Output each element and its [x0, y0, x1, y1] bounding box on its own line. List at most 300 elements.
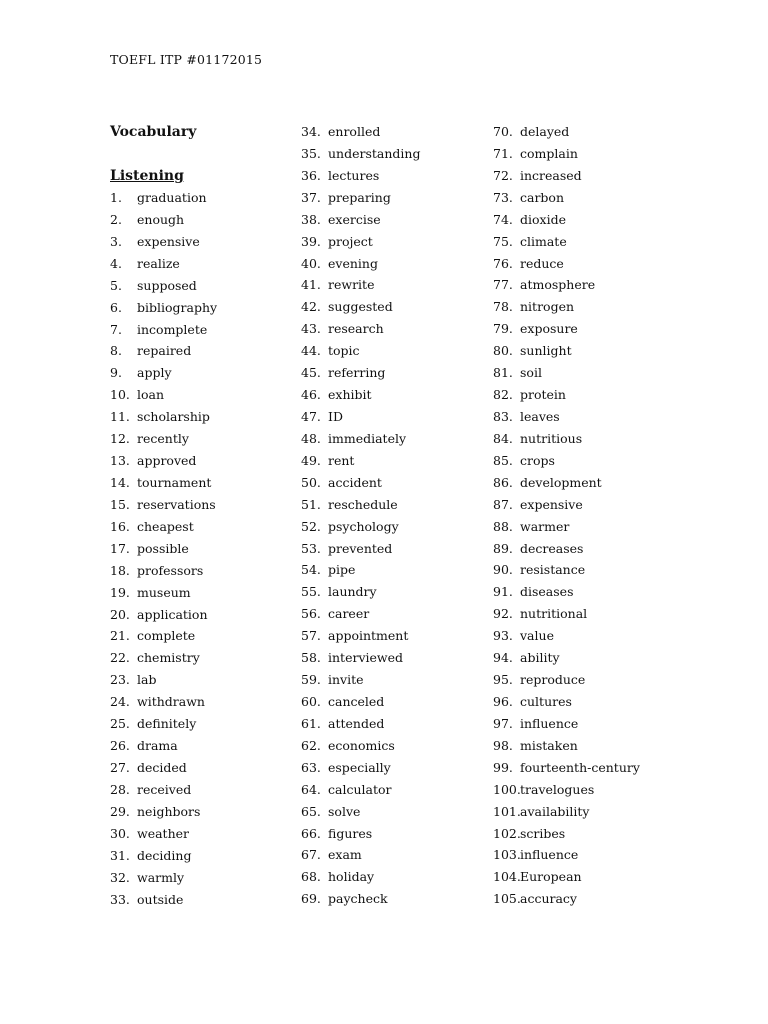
vocab-item-number: 37. [301, 189, 321, 205]
vocab-item-number: 78. [493, 299, 513, 315]
vocab-item [301, 823, 486, 845]
vocab-item-number: 89. [493, 540, 513, 556]
vocab-item [493, 757, 693, 779]
vocab-item-word: warmly [137, 869, 185, 885]
vocab-list-2 [301, 121, 486, 910]
vocab-item [110, 735, 290, 757]
vocab-item-word: immediately [328, 430, 407, 446]
vocab-item-number: 75. [493, 233, 513, 249]
vocab-item-number: 43. [301, 321, 321, 337]
vocab-item-word: invite [328, 672, 364, 688]
vocab-item-number: 23. [110, 672, 130, 688]
vocab-item-word: complete [137, 628, 196, 644]
vocab-item-word: climate [520, 233, 567, 249]
vocab-item-number: 66. [301, 825, 321, 841]
vocab-item-word: received [137, 781, 192, 797]
vocab-item-word: dioxide [520, 211, 566, 227]
vocab-item-word: influence [520, 847, 579, 863]
vocab-item-number: 99. [493, 759, 513, 775]
vocab-item-word: availability [520, 803, 590, 819]
vocab-list-3 [493, 121, 693, 910]
vocab-item [301, 516, 486, 538]
vocab-item-word: development [520, 474, 602, 490]
vocab-item-word: outside [137, 891, 184, 907]
vocab-item-number: 77. [493, 277, 513, 293]
vocab-item [110, 406, 290, 428]
vocab-item [110, 538, 290, 560]
vocab-item-number: 48. [301, 430, 321, 446]
vocab-item-number: 63. [301, 759, 321, 775]
vocab-item [301, 296, 486, 318]
vocab-item-word: carbon [520, 189, 565, 205]
vocab-item-number: 3. [110, 233, 122, 249]
vocab-item [493, 406, 693, 428]
vocab-item-word: cultures [520, 693, 572, 709]
vocab-item-number: 69. [301, 891, 321, 907]
vocab-item [301, 888, 486, 910]
vocab-item-word: psychology [328, 518, 399, 534]
vocab-item-word: leaves [520, 408, 560, 424]
vocab-item-word: expensive [137, 233, 200, 249]
vocab-item-word: evening [328, 255, 378, 271]
vocab-item-number: 59. [301, 672, 321, 688]
vocab-item-word: career [328, 606, 370, 622]
vocab-item [301, 362, 486, 384]
vocab-item-word: holiday [328, 869, 375, 885]
vocab-item-number: 53. [301, 540, 321, 556]
vocab-item [493, 538, 693, 560]
vocab-item-word: weather [137, 825, 189, 841]
vocab-item-word: drama [137, 738, 178, 754]
vocab-item-number: 41. [301, 277, 321, 293]
vocab-item [110, 625, 290, 647]
vocab-item-number: 90. [493, 562, 513, 578]
vocab-item-number: 44. [301, 343, 321, 359]
vocab-item [301, 559, 486, 581]
vocab-item [110, 867, 290, 889]
vocab-item-number: 45. [301, 365, 321, 381]
vocab-item-number: 60. [301, 693, 321, 709]
vocab-item [301, 603, 486, 625]
vocab-item [493, 844, 693, 866]
vocab-item [110, 362, 290, 384]
vocab-item-number: 9. [110, 365, 122, 381]
vocab-item [493, 735, 693, 757]
vocab-item [110, 691, 290, 713]
vocab-item-number: 21. [110, 628, 130, 644]
vocab-item-word: expensive [520, 496, 583, 512]
vocab-item [493, 274, 693, 296]
vocab-item-word: topic [328, 343, 360, 359]
vocab-item [493, 581, 693, 603]
vocab-item-number: 98. [493, 737, 513, 753]
vocab-item [301, 581, 486, 603]
vocab-item [301, 143, 486, 165]
vocab-item [301, 274, 486, 296]
vocab-item-word: increased [520, 167, 582, 183]
vocab-item [493, 669, 693, 691]
vocab-item-word: definitely [137, 716, 197, 732]
vocab-item-number: 102. [493, 825, 521, 841]
vocab-item-number: 5. [110, 277, 122, 293]
vocab-item-number: 100. [493, 781, 521, 797]
vocab-item [493, 209, 693, 231]
vocab-item [493, 888, 693, 910]
document-id: TOEFL ITP #01172015 [110, 52, 263, 67]
spacer [110, 143, 290, 165]
vocab-column-2 [301, 121, 486, 910]
vocab-item-word: possible [137, 540, 189, 556]
vocab-item [301, 384, 486, 406]
vocab-item-word: nitrogen [520, 299, 575, 315]
vocab-item-word: bibliography [137, 299, 218, 315]
vocab-item-number: 55. [301, 584, 321, 600]
vocab-item-number: 46. [301, 387, 321, 403]
vocab-item-word: complain [520, 145, 578, 161]
vocab-item-number: 82. [493, 387, 513, 403]
vocab-item [110, 845, 290, 867]
vocab-item [110, 319, 290, 341]
vocab-item-word: soil [520, 365, 542, 381]
vocab-item [110, 669, 290, 691]
vocab-item [301, 406, 486, 428]
vocab-item-word: atmosphere [520, 277, 596, 293]
vocab-item-word: especially [328, 759, 391, 775]
vocab-item-number: 38. [301, 211, 321, 227]
vocab-item-word: research [328, 321, 384, 337]
vocab-item-number: 105. [493, 891, 521, 907]
vocab-item-word: warmer [520, 518, 570, 534]
vocab-item [493, 866, 693, 888]
vocab-item-number: 30. [110, 825, 130, 841]
vocab-item [110, 779, 290, 801]
vocab-item-number: 94. [493, 650, 513, 666]
vocab-item-number: 84. [493, 430, 513, 446]
vocab-item [301, 538, 486, 560]
vocab-item-number: 85. [493, 452, 513, 468]
vocab-item-word: reproduce [520, 672, 586, 688]
vocab-item [110, 340, 290, 362]
vocab-item-number: 67. [301, 847, 321, 863]
vocab-item-number: 57. [301, 628, 321, 644]
vocab-item-number: 76. [493, 255, 513, 271]
vocab-item [110, 889, 290, 911]
vocab-item-word: crops [520, 452, 555, 468]
vocab-item [110, 209, 290, 231]
vocab-item-word: scribes [520, 825, 566, 841]
vocab-item [110, 713, 290, 735]
vocab-item-word: prevented [328, 540, 393, 556]
vocab-item-word: scholarship [137, 409, 210, 425]
vocab-item [493, 516, 693, 538]
vocab-item [493, 143, 693, 165]
vocab-item-word: pipe [328, 562, 356, 578]
vocab-item-word: chemistry [137, 650, 200, 666]
vocab-item-number: 39. [301, 233, 321, 249]
vocab-item [493, 318, 693, 340]
vocab-item-number: 54. [301, 562, 321, 578]
vocab-item-word: enough [137, 211, 185, 227]
vocab-item-word: reservations [137, 496, 216, 512]
vocab-item [301, 647, 486, 669]
vocab-item-number: 103. [493, 847, 521, 863]
vocab-item-word: resistance [520, 562, 586, 578]
vocab-item [110, 582, 290, 604]
vocab-item-number: 56. [301, 606, 321, 622]
vocab-item [110, 801, 290, 823]
vocab-item-number: 58. [301, 650, 321, 666]
vocab-item [301, 340, 486, 362]
vocab-item-number: 81. [493, 365, 513, 381]
vocab-item-number: 42. [301, 299, 321, 315]
vocab-item [493, 472, 693, 494]
vocab-item [493, 713, 693, 735]
vocab-item-word: value [520, 628, 554, 644]
vocab-item-number: 97. [493, 715, 513, 731]
vocab-item-word: protein [520, 387, 566, 403]
vocab-item-number: 36. [301, 167, 321, 183]
vocab-item-number: 4. [110, 255, 122, 271]
vocab-item-number: 73. [493, 189, 513, 205]
vocab-item-number: 29. [110, 803, 130, 819]
vocab-item-number: 31. [110, 847, 130, 863]
vocab-item [493, 231, 693, 253]
vocab-item [301, 472, 486, 494]
vocab-item-word: reschedule [328, 496, 398, 512]
vocab-item-number: 47. [301, 408, 321, 424]
vocab-item-number: 92. [493, 606, 513, 622]
vocab-item-word: European [520, 869, 582, 885]
vocab-item [493, 603, 693, 625]
vocab-item [301, 253, 486, 275]
vocab-item-word: accident [328, 474, 382, 490]
vocab-item [110, 472, 290, 494]
vocab-item-word: exercise [328, 211, 381, 227]
vocab-item [493, 121, 693, 143]
vocab-item-number: 27. [110, 759, 130, 775]
vocab-item-number: 64. [301, 781, 321, 797]
vocab-item-number: 70. [493, 124, 513, 139]
vocab-item-number: 101. [493, 803, 521, 819]
vocab-item [110, 253, 290, 275]
vocab-item-number: 18. [110, 562, 130, 578]
vocab-item-number: 17. [110, 540, 130, 556]
vocab-item-word: diseases [520, 584, 574, 600]
vocab-item-word: sunlight [520, 343, 572, 359]
vocab-item-word: apply [137, 365, 172, 381]
vocab-item-word: travelogues [520, 781, 595, 797]
vocab-item-word: neighbors [137, 803, 201, 819]
vocab-item-number: 50. [301, 474, 321, 490]
vocab-item [110, 604, 290, 626]
vocab-item-number: 22. [110, 650, 130, 666]
vocab-item-word: loan [137, 387, 165, 403]
vocab-item-number: 52. [301, 518, 321, 534]
vocab-item [301, 187, 486, 209]
vocab-item-word: paycheck [328, 891, 388, 907]
vocab-item-word: nutritional [520, 606, 588, 622]
vocab-item-word: ID [328, 408, 343, 424]
vocab-item-number: 88. [493, 518, 513, 534]
vocab-item-number: 95. [493, 672, 513, 688]
vocab-item-number: 86. [493, 474, 513, 490]
vocab-item [301, 801, 486, 823]
vocab-column-1 [110, 121, 290, 910]
vocab-item-word: solve [328, 803, 361, 819]
vocab-item-number: 93. [493, 628, 513, 644]
vocab-item [301, 428, 486, 450]
vocab-item-word: incomplete [137, 321, 208, 337]
vocab-item-number: 16. [110, 518, 130, 534]
vocab-item-number: 24. [110, 694, 130, 710]
vocab-item [301, 494, 486, 516]
vocab-item-number: 13. [110, 453, 130, 469]
vocab-item-word: preparing [328, 189, 391, 205]
vocab-item [110, 494, 290, 516]
vocab-item-word: accuracy [520, 891, 577, 907]
vocab-item-number: 72. [493, 167, 513, 183]
vocab-item-number: 28. [110, 781, 130, 797]
vocab-item [301, 625, 486, 647]
vocab-item [301, 757, 486, 779]
vocab-item [493, 187, 693, 209]
vocab-item-word: repaired [137, 343, 192, 359]
vocab-item-word: withdrawn [137, 694, 205, 710]
vocab-item-number: 83. [493, 408, 513, 424]
vocab-item-word: referring [328, 365, 386, 381]
section-title: Vocabulary [110, 124, 197, 140]
vocab-item-word: delayed [520, 124, 570, 139]
vocab-item-number: 25. [110, 716, 130, 732]
vocab-item-number: 40. [301, 255, 321, 271]
vocab-item-word: suggested [328, 299, 393, 315]
vocab-item-word: canceled [328, 693, 385, 709]
vocab-item [110, 231, 290, 253]
vocab-item [110, 647, 290, 669]
vocab-item [301, 779, 486, 801]
vocab-item-number: 33. [110, 891, 130, 907]
vocab-item-word: museum [137, 584, 191, 600]
vocab-item-word: exam [328, 847, 362, 863]
vocab-item-number: 74. [493, 211, 513, 227]
vocab-item-number: 10. [110, 387, 130, 403]
vocab-item-word: economics [328, 737, 395, 753]
vocab-item-word: fourteenth-century [520, 759, 640, 775]
vocab-item-word: calculator [328, 781, 392, 797]
vocab-item-number: 11. [110, 409, 130, 425]
vocab-item-number: 96. [493, 693, 513, 709]
vocab-item-word: laundry [328, 584, 377, 600]
vocab-item [301, 866, 486, 888]
vocab-item [110, 187, 290, 209]
vocab-item [493, 384, 693, 406]
vocab-item [493, 165, 693, 187]
vocab-item-word: realize [137, 255, 180, 271]
vocab-item [110, 823, 290, 845]
vocab-item-number: 51. [301, 496, 321, 512]
vocab-item-number: 15. [110, 496, 130, 512]
vocab-item-word: application [137, 606, 208, 622]
vocab-item-word: project [328, 233, 373, 249]
vocab-item-word: appointment [328, 628, 409, 644]
vocab-item-word: recently [137, 431, 189, 447]
vocab-item-word: nutritious [520, 430, 583, 446]
vocab-item-number: 79. [493, 321, 513, 337]
vocab-item [301, 691, 486, 713]
vocab-item [301, 209, 486, 231]
vocab-item-word: mistaken [520, 737, 578, 753]
vocab-item [301, 844, 486, 866]
vocab-item-number: 91. [493, 584, 513, 600]
vocab-item-number: 104. [493, 869, 521, 885]
vocab-item-number: 71. [493, 145, 513, 161]
vocab-item [301, 735, 486, 757]
vocab-item-number: 61. [301, 715, 321, 731]
vocab-item-word: attended [328, 715, 385, 731]
vocab-item [493, 823, 693, 845]
vocab-item-number: 35. [301, 145, 321, 161]
vocab-item-number: 32. [110, 869, 130, 885]
vocab-item-number: 14. [110, 474, 130, 490]
vocab-item [493, 428, 693, 450]
vocab-item-word: lectures [328, 167, 380, 183]
vocab-item-word: figures [328, 825, 373, 841]
vocab-item-number: 12. [110, 431, 130, 447]
vocab-item [493, 494, 693, 516]
vocab-item-word: rent [328, 452, 355, 468]
vocab-item-number: 19. [110, 584, 130, 600]
vocab-item [493, 801, 693, 823]
vocab-item-word: cheapest [137, 518, 194, 534]
vocab-item-number: 62. [301, 737, 321, 753]
vocab-item-word: lab [137, 672, 157, 688]
vocab-item-word: decided [137, 759, 187, 775]
vocab-item-number: 20. [110, 606, 130, 622]
vocab-item [110, 757, 290, 779]
subsection-title: Listening [110, 168, 184, 184]
vocab-item-number: 80. [493, 343, 513, 359]
vocab-item [301, 713, 486, 735]
vocab-item [110, 428, 290, 450]
vocab-column-3 [493, 121, 693, 910]
vocab-item-word: supposed [137, 277, 197, 293]
vocab-item-number: 8. [110, 343, 122, 359]
vocab-item-word: reduce [520, 255, 564, 271]
vocab-item-word: deciding [137, 847, 192, 863]
vocab-item-word: exhibit [328, 387, 372, 403]
vocab-item-word: influence [520, 715, 579, 731]
vocab-item [493, 779, 693, 801]
vocab-item [110, 275, 290, 297]
vocab-item-word: approved [137, 453, 197, 469]
vocab-item-number: 26. [110, 738, 130, 754]
vocab-item-number: 6. [110, 299, 122, 315]
vocab-item [301, 121, 486, 143]
vocab-item-word: professors [137, 562, 204, 578]
vocab-item [110, 560, 290, 582]
vocab-item-number: 49. [301, 452, 321, 468]
vocab-item [493, 340, 693, 362]
vocab-item [301, 318, 486, 340]
vocab-list-1 [110, 187, 290, 910]
vocab-item-word: ability [520, 650, 560, 666]
vocab-item [493, 362, 693, 384]
vocab-item-word: enrolled [328, 124, 381, 139]
vocab-item [493, 450, 693, 472]
vocab-item [493, 625, 693, 647]
vocab-item [493, 296, 693, 318]
vocab-item-number: 7. [110, 321, 122, 337]
